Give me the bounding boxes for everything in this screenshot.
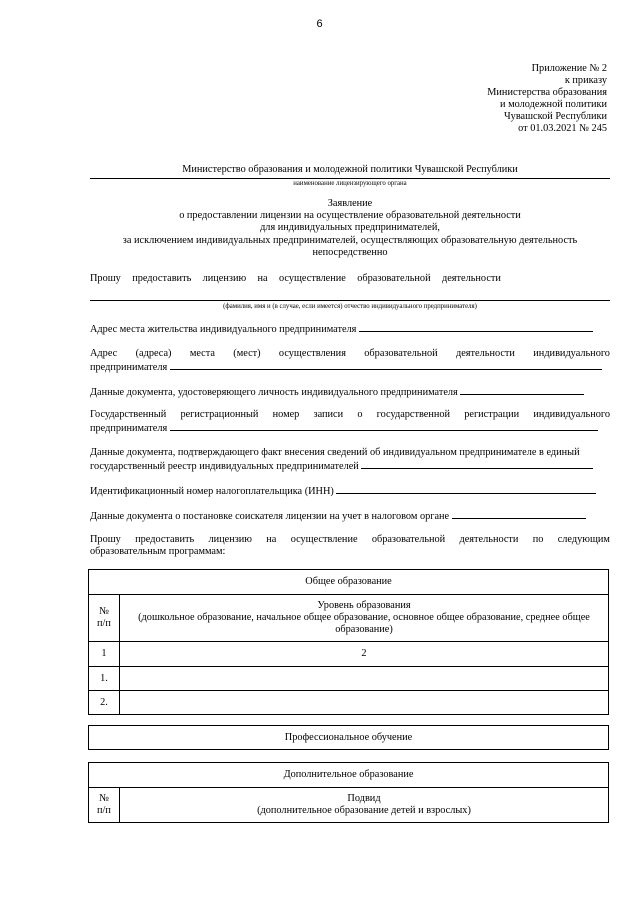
identity-doc-row (90, 385, 610, 399)
egrip-field[interactable] (361, 459, 593, 469)
activity-word: (мест) (233, 348, 261, 359)
licensing-authority (90, 164, 610, 188)
activity-word: (адреса) (135, 348, 172, 359)
request-word: на (257, 273, 268, 284)
attachment-header (487, 63, 607, 135)
programs-word: деятельности (459, 534, 519, 545)
page-number: 6 (316, 18, 323, 30)
document-title (90, 198, 610, 259)
title-line: для индивидуальных предпринимателей, (260, 222, 440, 234)
attachment-line: Министерства образования (487, 87, 607, 98)
column-index: 2 (120, 642, 609, 667)
attachment-line: Приложение № 2 (531, 63, 607, 74)
programs-word: лицензию (208, 534, 252, 545)
activity-word: образовательной (364, 348, 438, 359)
table-row (89, 691, 609, 715)
col-level-header (120, 595, 609, 642)
col-subtype-title: Подвид (347, 793, 381, 804)
additional-education-heading: Дополнительное образование (89, 763, 609, 788)
attachment-line: к приказу (564, 75, 607, 86)
tax-row (90, 509, 610, 523)
registration-row (90, 409, 610, 435)
programs-word: предоставить (135, 534, 195, 545)
identity-doc-field[interactable] (460, 385, 584, 395)
request-word: деятельности (441, 273, 501, 284)
table-row (89, 667, 609, 691)
col-subtype-header (120, 788, 609, 823)
egrip-label-line1: Данные документа, подтверждающего факт внесения сведений об индивидуальном предпринимателе в единый (90, 447, 580, 458)
activity-word: деятельности (456, 348, 515, 359)
request-block (90, 273, 610, 311)
title-line: Заявление (327, 198, 373, 209)
request-word: образовательной (357, 273, 431, 284)
request-word: лицензию (202, 273, 247, 284)
col-level-sub: (дошкольное образование, начальное общее образование, основное общее образование, среднее общее образование) (138, 612, 590, 635)
title-line: о предоставлении лицензии на осуществление образовательной деятельности (179, 210, 521, 222)
reg-word: индивидуального (533, 409, 610, 420)
authority-name: Министерство образования и молодежной политики Чувашской Республики (90, 164, 610, 179)
col-level-title: Уровень образования (317, 600, 411, 611)
address-row (90, 322, 610, 336)
activity-label-line2: предпринимателя (90, 362, 168, 374)
identity-doc-label: Данные документа, удостоверяющего личность индивидуального предпринимателя (90, 387, 458, 398)
general-education-table (88, 569, 609, 715)
professional-training-table (88, 725, 609, 750)
activity-word: Адрес (90, 348, 118, 359)
attachment-line: и молодежной политики (500, 99, 607, 110)
inn-field[interactable] (336, 484, 596, 494)
title-line: за исключением индивидуальных предпринимателей, осуществляющих образовательную деятельность (122, 234, 578, 246)
reg-word: Государственный (90, 409, 167, 420)
egrip-label-line2: государственный реестр индивидуальных предпринимателей (90, 461, 359, 473)
request-word: предоставить (132, 273, 192, 284)
reg-word: государственной (376, 409, 451, 420)
tax-label: Данные документа о постановке соискателя лицензии на учет в налоговом органе (90, 511, 450, 522)
reg-word: регистрации (464, 409, 520, 420)
inn-label: Идентификационный номер налогоплательщика (ИНН) (90, 486, 334, 497)
egrip-row (90, 447, 610, 473)
address-field[interactable] (359, 322, 593, 332)
activity-address-field[interactable] (170, 360, 602, 370)
reg-label-line2: предпринимателя (90, 423, 168, 435)
activity-address-row (90, 348, 610, 374)
address-label: Адрес места жительства индивидуального предпринимателя (90, 324, 357, 335)
col-number-header: № п/п (89, 595, 120, 642)
programs-word: на (266, 534, 277, 545)
additional-education-table (88, 762, 609, 823)
reg-word: номер (272, 409, 300, 420)
attachment-line: от 01.03.2021 № 245 (518, 123, 607, 134)
row-number: 1. (89, 667, 120, 691)
reg-word: о (357, 409, 363, 420)
request-text (90, 273, 501, 286)
level-cell[interactable] (120, 667, 609, 691)
programs-word: Прошу (90, 534, 121, 545)
programs-line2: образовательным программам: (90, 546, 226, 558)
activity-word: индивидуального (533, 348, 610, 359)
inn-row (90, 484, 610, 498)
reg-word: записи (313, 409, 344, 420)
reg-word: регистрационный (180, 409, 259, 420)
fio-field[interactable] (90, 288, 610, 301)
activity-word: места (189, 348, 215, 359)
col-subtype-sub: (дополнительное образование детей и взрослых) (257, 805, 471, 816)
general-education-heading: Общее образование (89, 570, 609, 595)
programs-word: образовательной (371, 534, 446, 545)
request-word: осуществление (279, 273, 346, 284)
request-word: Прошу (90, 273, 121, 284)
attachment-line: Чувашской Республики (503, 111, 607, 122)
row-number: 2. (89, 691, 120, 715)
programs-word: по (532, 534, 544, 545)
tax-field[interactable] (452, 509, 586, 519)
authority-caption: наименование лицензирующего органа (293, 179, 407, 187)
professional-training-heading: Профессиональное обучение (89, 726, 609, 750)
title-line: непосредственно (312, 246, 388, 258)
activity-word: осуществления (278, 348, 346, 359)
programs-word: следующим (557, 534, 610, 545)
level-cell[interactable] (120, 691, 609, 715)
fio-caption: (фамилия, имя и (в случае, если имеется) отчество индивидуального предпринимателя) (223, 302, 477, 310)
programs-word: осуществление (290, 534, 358, 545)
column-index: 1 (89, 642, 120, 667)
col-number-header: № п/п (89, 788, 120, 823)
registration-field[interactable] (170, 421, 598, 431)
programs-request (90, 534, 610, 558)
